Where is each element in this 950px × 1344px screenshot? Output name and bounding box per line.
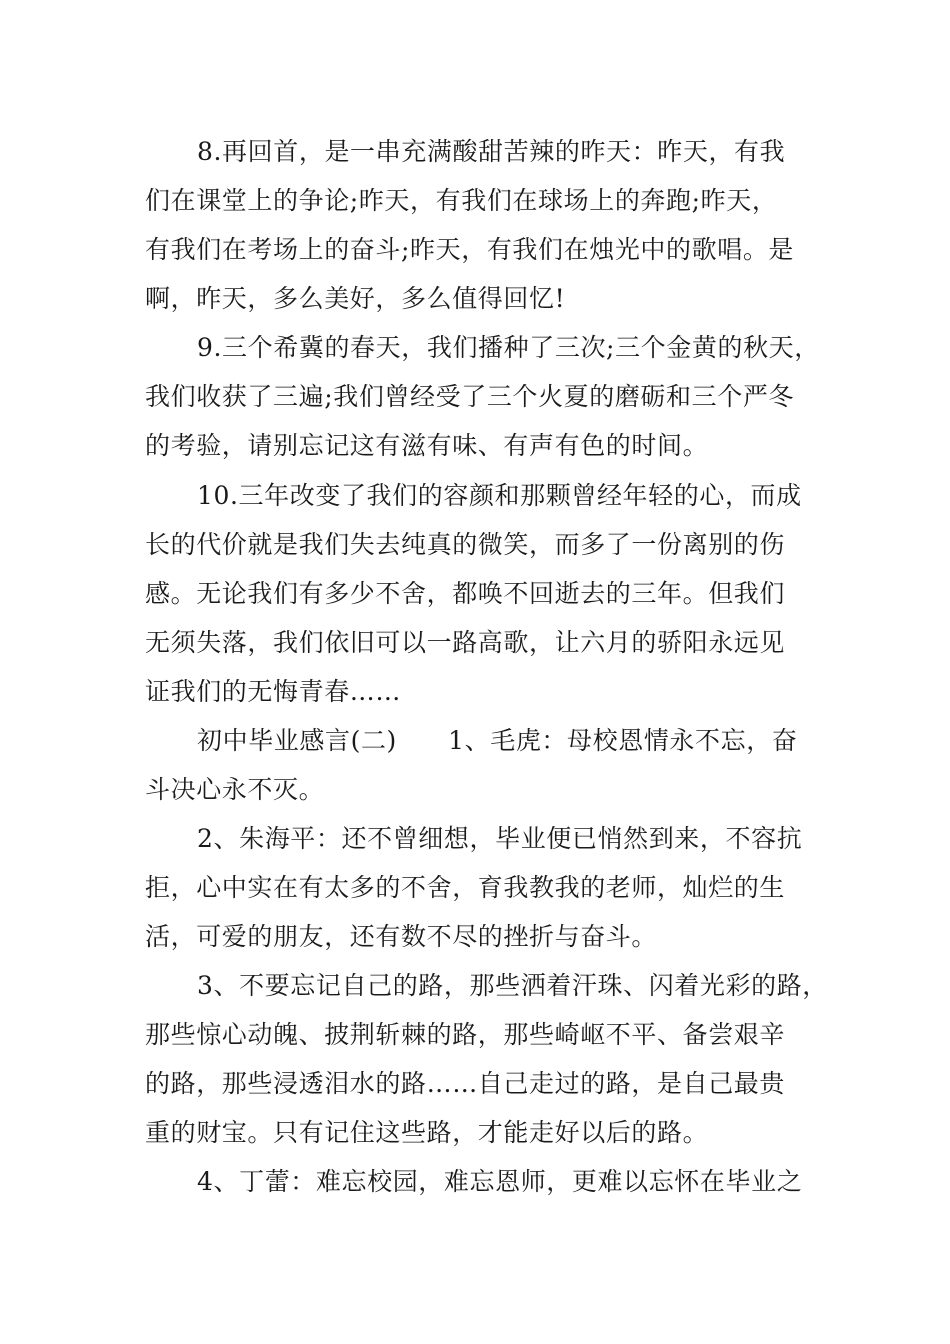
text-line: 们在课堂上的争论;昨天，有我们在球场上的奔跑;昨天， (145, 186, 778, 215)
text-line: 10.三年改变了我们的容颜和那颗曾经年轻的心，而成 (197, 481, 802, 510)
text-line: 的路，那些浸透泪水的路……自己走过的路，是自己最贵 (145, 1069, 786, 1098)
text-line: 重的财宝。只有记住这些路，才能走好以后的路。 (145, 1118, 709, 1147)
text-line: 啊，昨天，多么美好，多么值得回忆! (145, 284, 566, 313)
text-line: 证我们的无悔青春…… (145, 677, 402, 706)
text-line: 感。无论我们有多少不舍，都唤不回逝去的三年。但我们 (145, 579, 786, 608)
text-line: 4、丁蕾：难忘校园，难忘恩师，更难以忘怀在毕业之 (197, 1167, 803, 1196)
text-line: 那些惊心动魄、披荆斩棘的路，那些崎岖不平、备尝艰辛 (145, 1020, 786, 1049)
text-line: 拒，心中实在有太多的不舍，育我教我的老师，灿烂的生 (145, 873, 786, 902)
text-line: 有我们在考场上的奋斗;昨天，有我们在烛光中的歌唱。是 (145, 235, 795, 264)
text-line: 无须失落，我们依旧可以一路高歌，让六月的骄阳永远见 (145, 628, 786, 657)
text-line: 的考验，请别忘记这有滋有味、有声有色的时间。 (145, 431, 709, 460)
text-line: 活，可爱的朋友，还有数不尽的挫折与奋斗。 (145, 922, 658, 951)
text-line: 长的代价就是我们失去纯真的微笑，而多了一份离别的伤 (145, 530, 786, 559)
text-line: 斗决心永不灭。 (145, 775, 325, 804)
section-heading-line: 初中毕业感言(二) 1、毛虎：母校恩情永不忘，奋 (197, 726, 798, 755)
text-line: 我们收获了三遍;我们曾经受了三个火夏的磨砺和三个严冬 (145, 382, 795, 411)
text-line: 2、朱海平：还不曾细想，毕业便已悄然到来，不容抗 (197, 824, 803, 853)
text-line: 8.再回首，是一串充满酸甜苦辣的昨天：昨天，有我 (197, 137, 786, 166)
text-line: 3、不要忘记自己的路，那些洒着汗珠、闪着光彩的路， (197, 971, 828, 1000)
text-line: 9.三个希冀的春天，我们播种了三次;三个金黄的秋天， (197, 333, 820, 362)
